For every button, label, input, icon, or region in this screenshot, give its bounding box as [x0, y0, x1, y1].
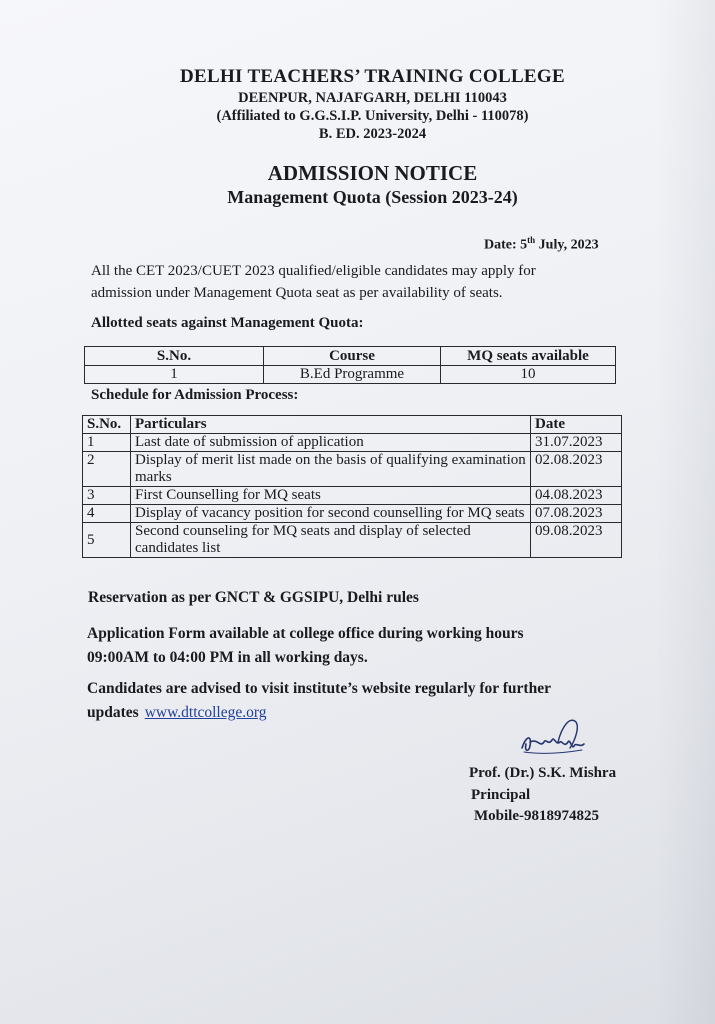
schedule-cell-date: 04.08.2023	[531, 487, 622, 505]
schedule-cell-date: 02.08.2023	[531, 452, 622, 487]
schedule-label: Schedule for Admission Process:	[91, 387, 299, 403]
schedule-cell-date: 07.08.2023	[531, 505, 622, 523]
intro-line-2: admission under Management Quota seat as per availability of seats.	[91, 285, 503, 301]
advise-updates-word: updates	[87, 704, 139, 721]
table-row	[83, 523, 622, 558]
date-suffix: July, 2023	[535, 237, 599, 253]
seats-header-course: Course	[264, 347, 441, 366]
seats-table	[84, 346, 616, 384]
allotted-seats-label: Allotted seats against Management Quota:	[91, 315, 364, 331]
date-prefix: Date: 5	[484, 237, 528, 253]
course-session: B. ED. 2023-2024	[318, 126, 427, 142]
signatory-name: Prof. (Dr.) S.K. Mishra	[469, 765, 617, 781]
seats-cell-mq: 10	[441, 366, 616, 384]
signature-image	[518, 712, 598, 762]
website-advice	[87, 677, 551, 725]
table-row	[83, 434, 622, 452]
schedule-cell-sno: 1	[83, 434, 131, 452]
seats-header-mq: MQ seats available	[441, 347, 616, 366]
notice-subtitle: Management Quota (Session 2023-24)	[227, 187, 518, 207]
schedule-cell-particulars: Display of merit list made on the basis of qualifying examination marks	[131, 452, 531, 487]
table-row	[83, 452, 622, 487]
table-row	[83, 487, 622, 505]
paper-shadow	[655, 0, 715, 1024]
table-row	[83, 505, 622, 523]
intro-line-1: All the CET 2023/CUET 2023 qualified/eligible candidates may apply for	[91, 263, 536, 279]
schedule-header-particulars: Particulars	[131, 416, 531, 434]
signatory-mobile: Mobile-9818974825	[474, 808, 599, 824]
schedule-cell-particulars: Last date of submission of application	[131, 434, 531, 452]
schedule-cell-particulars: Display of vacancy position for second counselling for MQ seats	[131, 505, 531, 523]
seats-cell-course: B.Ed Programme	[264, 366, 441, 384]
intro-paragraph	[91, 260, 536, 304]
schedule-cell-sno: 2	[83, 452, 131, 487]
schedule-cell-particulars: First Counselling for MQ seats	[131, 487, 531, 505]
table-row	[85, 366, 616, 384]
application-form-note	[87, 622, 524, 670]
application-line-1: Application Form available at college office during working hours	[87, 625, 524, 642]
schedule-cell-date: 09.08.2023	[531, 523, 622, 558]
schedule-table-header	[83, 416, 622, 434]
college-name: DELHI TEACHERS’ TRAINING COLLEGE	[180, 66, 565, 87]
advise-line-2	[87, 701, 551, 725]
advise-line-1: Candidates are advised to visit institute’s website regularly for further	[87, 680, 551, 697]
schedule-cell-sno: 5	[83, 523, 131, 558]
schedule-cell-particulars: Second counseling for MQ seats and display of selected candidates list	[131, 523, 531, 558]
seats-table-header	[85, 347, 616, 366]
schedule-header-sno: S.No.	[83, 416, 131, 434]
notice-date	[484, 235, 599, 254]
schedule-cell-sno: 3	[83, 487, 131, 505]
college-address: DEENPUR, NAJAFGARH, DELHI 110043	[238, 90, 507, 106]
seats-cell-sno: 1	[85, 366, 264, 384]
schedule-header-date: Date	[531, 416, 622, 434]
schedule-cell-sno: 4	[83, 505, 131, 523]
reservation-note: Reservation as per GNCT & GGSIPU, Delhi rules	[88, 589, 419, 606]
application-line-2: 09:00AM to 04:00 PM in all working days.	[87, 649, 368, 666]
date-superscript: th	[527, 235, 536, 245]
signatory-designation: Principal	[471, 787, 531, 803]
website-link[interactable]: www.dttcollege.org	[144, 704, 267, 721]
schedule-cell-date: 31.07.2023	[531, 434, 622, 452]
college-affiliation: (Affiliated to G.G.S.I.P. University, Delhi - 110078)	[216, 108, 529, 124]
seats-header-sno: S.No.	[85, 347, 264, 366]
schedule-table	[82, 415, 622, 558]
notice-title: ADMISSION NOTICE	[267, 161, 478, 185]
